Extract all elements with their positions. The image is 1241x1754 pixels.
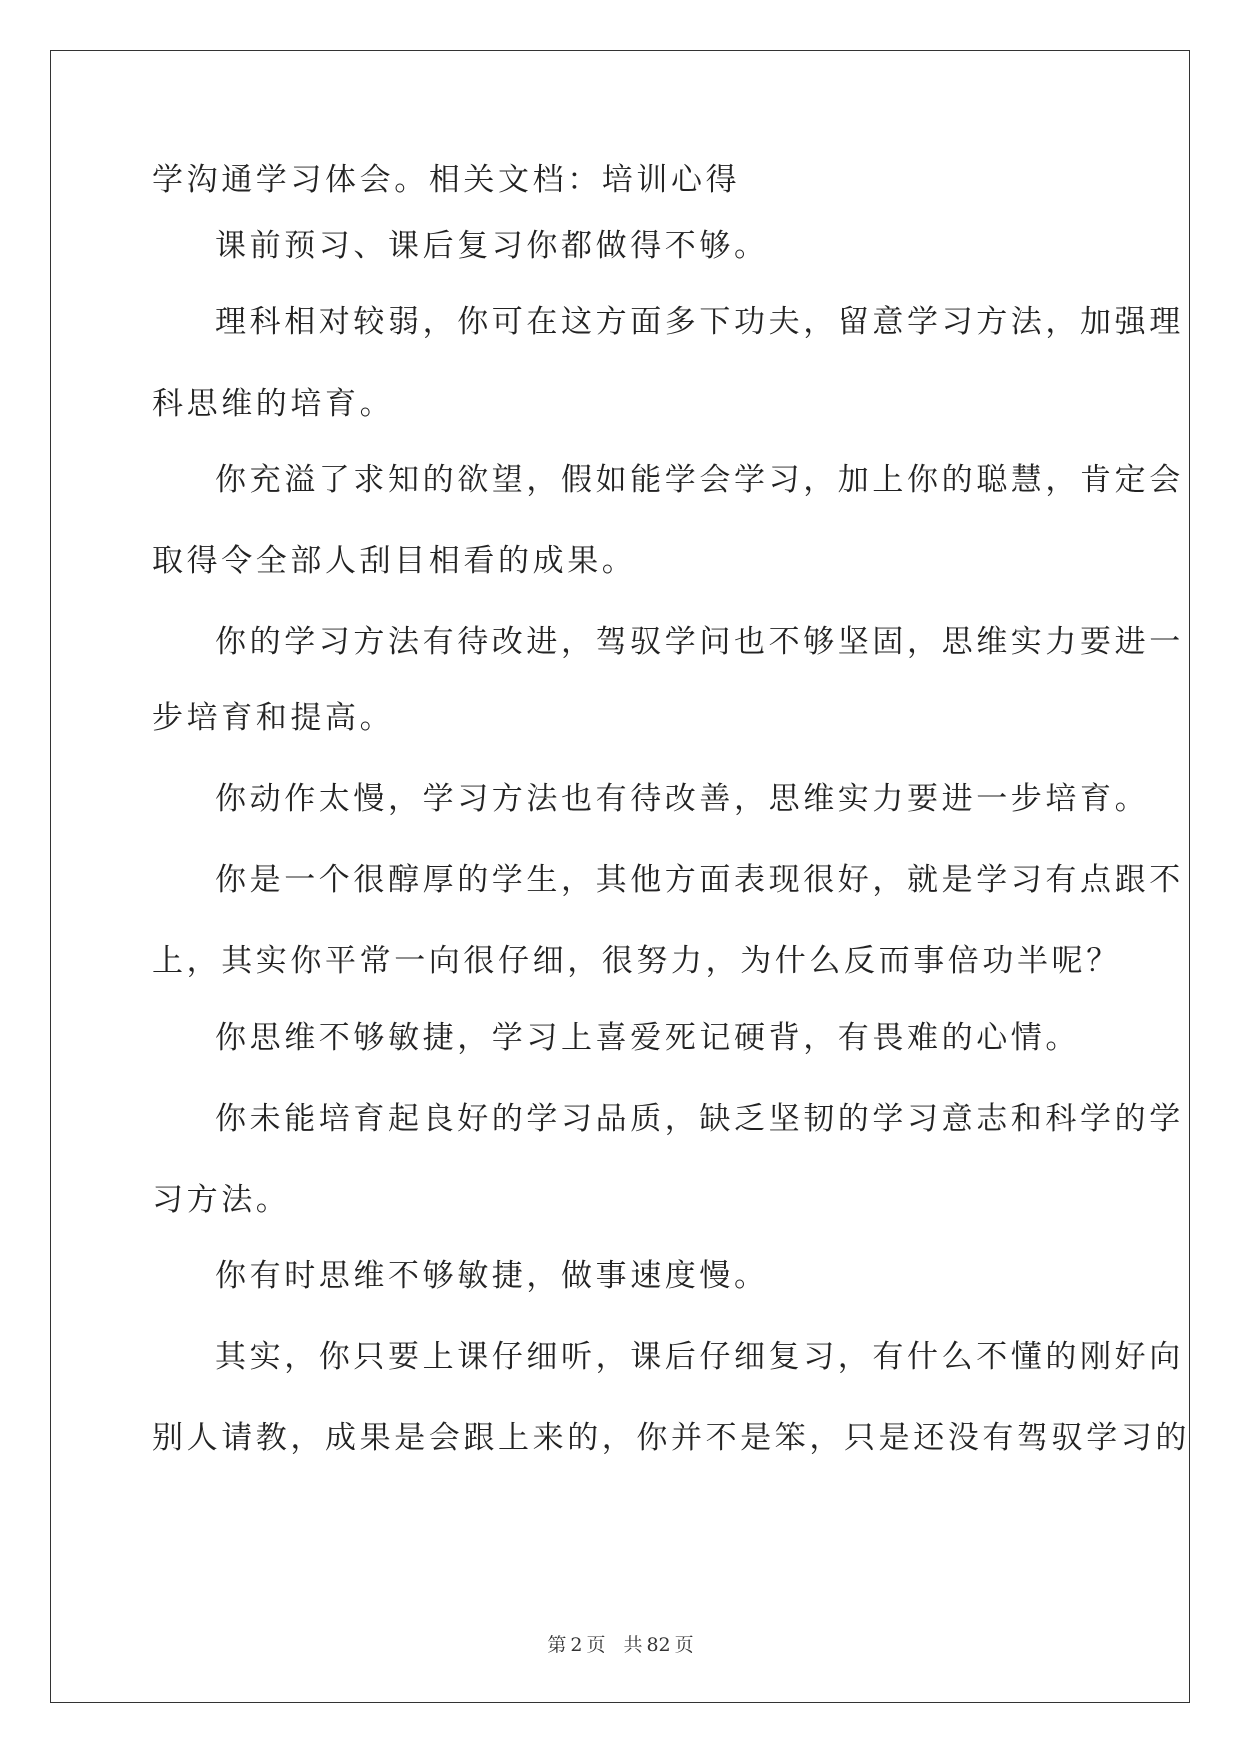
paragraph-first-line: 你动作太慢，学习方法也有待改善，思维实力要进一步培育。: [215, 781, 1150, 817]
text-line: 别人请教，成果是会跟上来的，你并不是笨，只是还没有驾驭学习的: [152, 1420, 1190, 1456]
page-footer: [0, 1633, 1241, 1657]
paragraph-first-line: 你有时思维不够敏捷，做事速度慢。: [215, 1258, 769, 1294]
paragraph-first-line: 课前预习、课后复习你都做得不够。: [215, 228, 769, 264]
page-suffix: 页: [586, 1634, 606, 1656]
paragraph-first-line: 你充溢了求知的欲望，假如能学会学习，加上你的聪慧，肯定会: [215, 462, 1184, 498]
paragraph-first-line: 你未能培育起良好的学习品质，缺乏坚韧的学习意志和科学的学: [215, 1101, 1184, 1137]
total-prefix: 共: [623, 1634, 643, 1656]
paragraph-first-line: 你是一个很醇厚的学生，其他方面表现很好，就是学习有点跟不: [215, 862, 1184, 898]
paragraph-first-line: 你思维不够敏捷，学习上喜爱死记硬背，有畏难的心情。: [215, 1020, 1080, 1056]
text-line: 取得令全部人刮目相看的成果。: [152, 543, 637, 579]
total-pages: 82: [646, 1634, 671, 1656]
text-line: 学沟通学习体会。相关文档：培训心得: [152, 162, 741, 198]
text-line: 上，其实你平常一向很仔细，很努力，为什么反而事倍功半呢？: [152, 943, 1121, 979]
paragraph-first-line: 你的学习方法有待改进，驾驭学问也不够坚固，思维实力要进一: [215, 624, 1184, 660]
page-number: 2: [570, 1634, 583, 1656]
text-line: 科思维的培育。: [152, 386, 395, 422]
paragraph-first-line: 其实，你只要上课仔细听，课后仔细复习，有什么不懂的刚好向: [215, 1339, 1184, 1375]
page-prefix: 第: [547, 1634, 567, 1656]
text-line: 步培育和提高。: [152, 700, 395, 736]
total-suffix: 页: [674, 1634, 694, 1656]
paragraph-first-line: 理科相对较弱，你可在这方面多下功夫，留意学习方法，加强理: [215, 304, 1184, 340]
text-line: 习方法。: [152, 1182, 291, 1218]
